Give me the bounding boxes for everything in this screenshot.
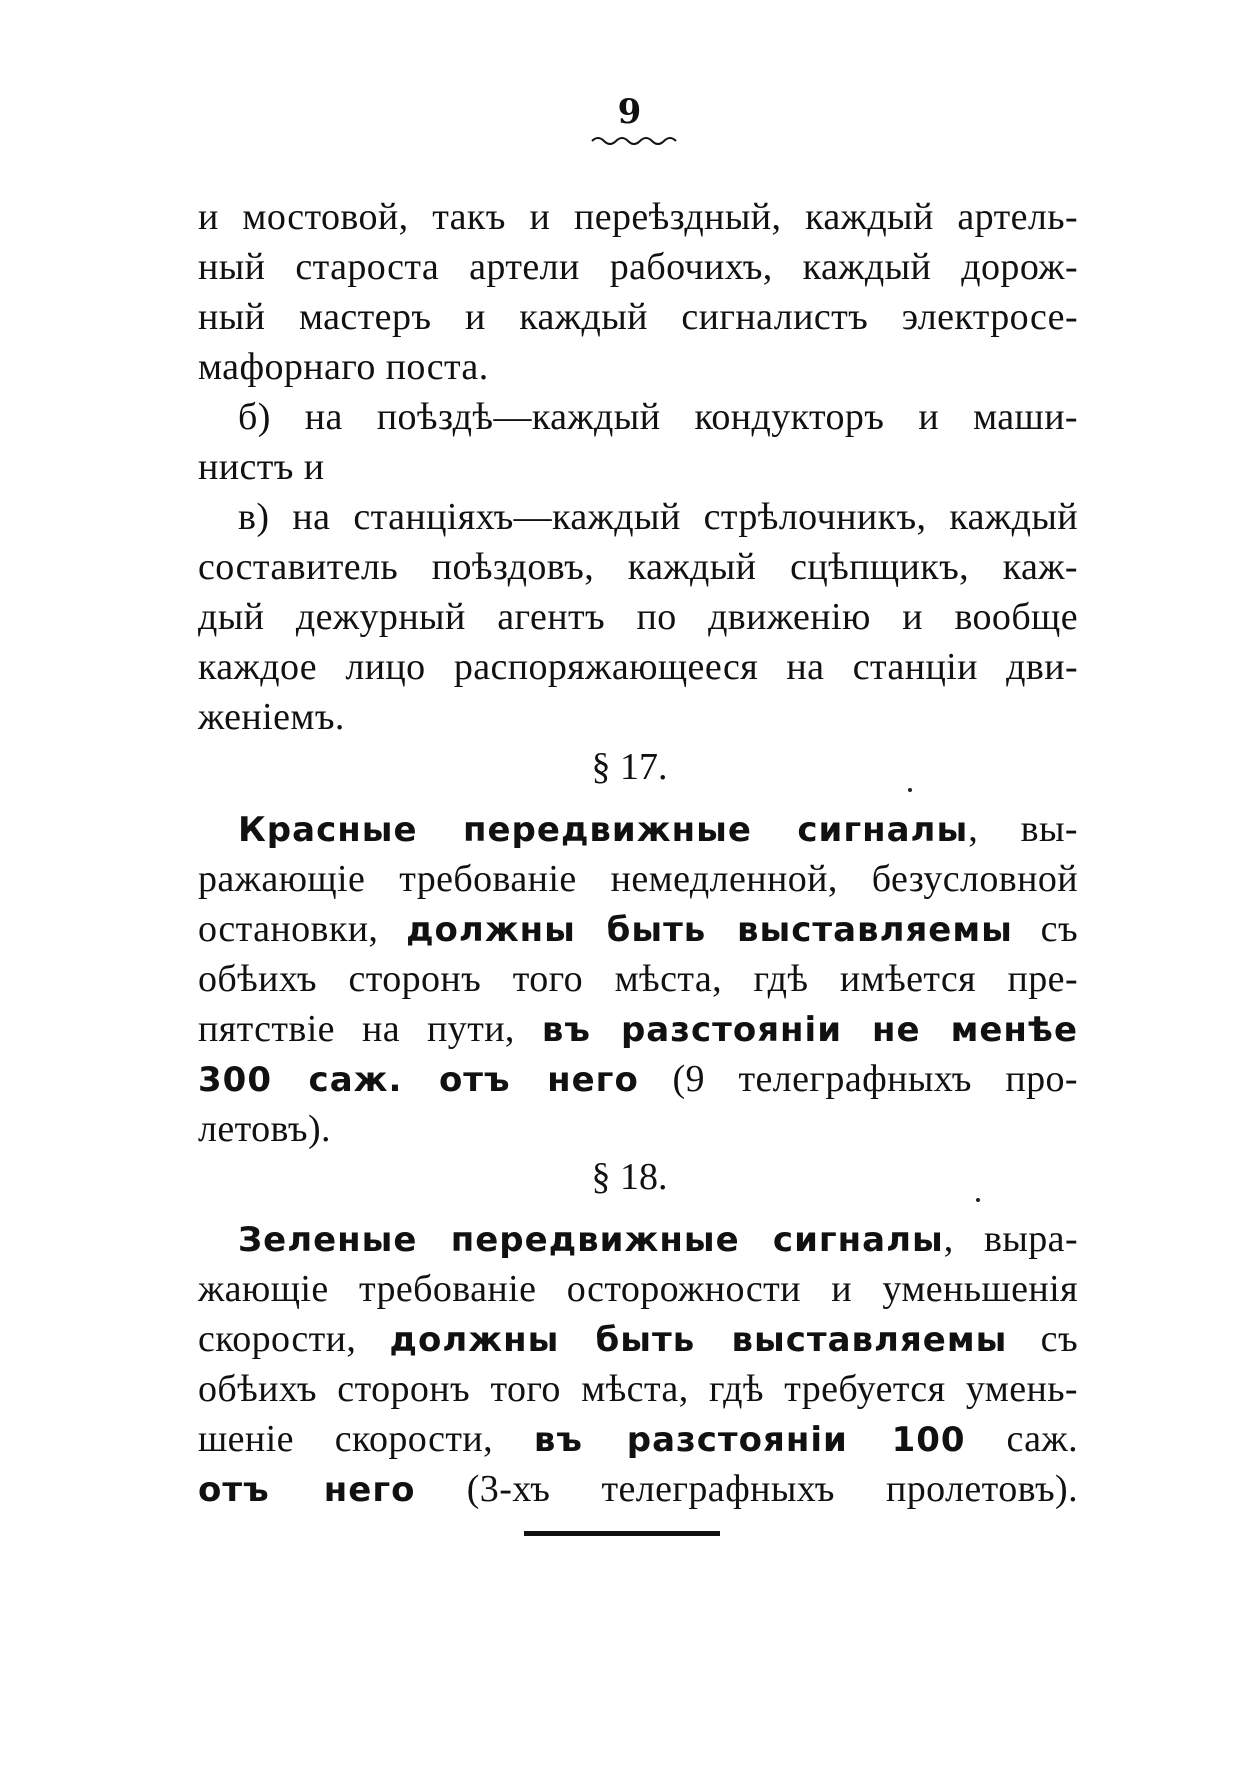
end-rule [524,1531,720,1536]
text-line [198,1316,1078,1363]
text-line: дый дежурный агентъ по движенію и вообще [198,596,1078,638]
page-number: 9 [617,92,642,132]
text-span: скорости, [198,1318,390,1360]
print-speck [908,788,912,792]
text-line: обѣихъ сторонъ того мѣста, гдѣ требуется умень- [198,1368,1078,1410]
bold-phrase: должны быть выставляемы [389,1320,1008,1360]
text-span: съ [1007,1318,1078,1360]
text-line [198,1416,1078,1463]
bold-phrase: должны быть выставляемы [406,910,1013,950]
text-line [198,1006,1078,1053]
text-line [198,1056,1078,1103]
text-line: составитель поѣздовъ, каждый сцѣпщикъ, каж- [198,546,1078,588]
bold-phrase: отъ него [198,1470,416,1510]
bold-phrase: въ разстояніи не менѣе [541,1010,1079,1050]
list-item-v: в) на станціяхъ—каждый стрѣлочникъ, каждый [238,496,1078,538]
text-span: (9 телеграфныхъ про- [638,1058,1078,1100]
text-line: женіемъ. [198,696,345,738]
text-span: (3-хъ телеграфныхъ пролетовъ). [415,1468,1078,1510]
bold-phrase: въ разстояніи 100 [533,1420,966,1460]
text-span: шеніе скорости, [198,1418,534,1460]
text-line [198,1466,1078,1513]
list-item-b: б) на поѣздѣ—каждый кондукторъ и маши- [238,396,1078,438]
text-line: и мостовой, такъ и переѣздный, каждый артель- [198,196,1078,238]
text-line: ный мастеръ и каждый сигналистъ электросе- [198,296,1078,338]
text-span: , вы- [968,808,1078,850]
text-span: саж. [965,1418,1078,1460]
text-span: пятствіе на пути, [198,1008,542,1050]
print-speck [976,1198,980,1202]
bold-term: Красные передвижные сигналы [238,810,969,850]
text-line: обѣихъ сторонъ того мѣста, гдѣ имѣется пре- [198,958,1078,1000]
text-span: остановки, [198,908,407,950]
text-line: жающіе требованіе осторожности и уменьшенія [198,1268,1078,1310]
text-line: мафорнаго поста. [198,346,489,388]
bold-term: Зеленые передвижные сигналы [238,1220,944,1260]
section-heading-17: § 17. [591,746,668,788]
text-line: нистъ и [198,446,325,488]
text-line [238,1216,1078,1263]
text-line: летовъ). [198,1108,331,1150]
text-line: каждое лицо распоряжающееся на станціи дви- [198,646,1078,688]
text-line: ражающіе требованіе немедленной, безусловной [198,858,1078,900]
text-line: ный староста артели рабочихъ, каждый дорож- [198,246,1078,288]
ornament-divider [590,134,680,148]
text-line [198,906,1078,953]
bold-phrase: 300 саж. отъ него [198,1060,639,1100]
text-line [238,806,1078,853]
text-span: съ [1012,908,1078,950]
text-span: , выра- [943,1218,1078,1260]
section-heading-18: § 18. [591,1156,668,1198]
